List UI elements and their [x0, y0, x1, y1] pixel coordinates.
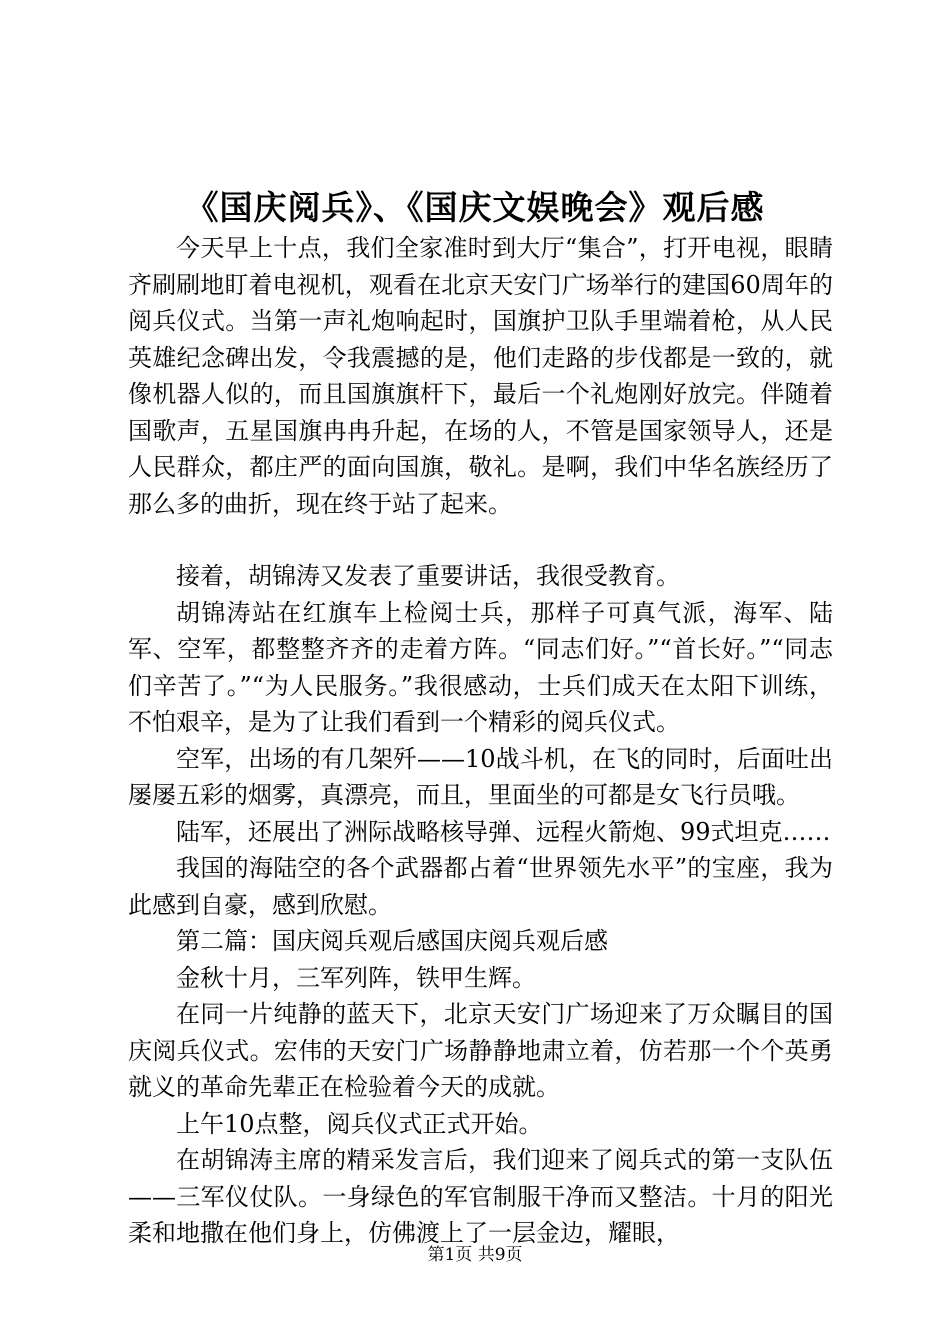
- paragraph: 接着，胡锦涛又发表了重要讲话，我很受教育。: [176, 562, 680, 590]
- document-body: [128, 230, 833, 1252]
- document-title: 《国庆阅兵》、《国庆文娱晚会》观后感: [185, 188, 765, 227]
- paragraph: 今天早上十点，我们全家准时到大厅“集合”，打开电视，眼睛齐刷刷地盯着电视机，观看在北京天安门广场举行的建国60周年的阅兵仪式。当第一声礼炮响起时，国旗护卫队手里端着枪，从人民英雄纪念碑出发，令我震撼的是，他们走路的步伐都是一致的，就像机器人似的，而且国旗旗杆下，最后一个礼炮刚好放完。伴随着国歌声，五星国旗冉冉升起，在场的人，不管是国家领导人，还是人民群众，都庄严的面向国旗，敬礼。是啊，我们中华名族经历了那么多的曲折，现在终于站了起来。: [128, 234, 833, 518]
- paragraph: 胡锦涛站在红旗车上检阅士兵，那样子可真气派，海军、陆军、空军，都整整齐齐的走着方阵。“同志们好。”“首长好。”“同志们辛苦了。”“为人民服务。”我很感动，士兵们成天在太阳下训练，不怕艰辛，是为了让我们看到一个精彩的阅兵仪式。: [128, 598, 833, 736]
- paragraph: 在胡锦涛主席的精采发言后，我们迎来了阅兵式的第一支队伍——三军仪仗队。一身绿色的军官制服干净而又整洁。十月的阳光柔和地撒在他们身上，仿佛渡上了一层金边，耀眼，: [128, 1146, 833, 1247]
- section-heading: 第二篇：国庆阅兵观后感国庆阅兵观后感: [176, 927, 608, 955]
- paragraph: 陆军，还展出了洲际战略核导弹、远程火箭炮、99式坦克……: [176, 817, 831, 846]
- paragraph: 空军，出场的有几架歼——10战斗机，在飞的同时，后面吐出屡屡五彩的烟雾，真漂亮，而且，里面坐的可都是女飞行员哦。: [128, 744, 833, 809]
- page-number: 第1页 共9页: [427, 1245, 523, 1265]
- paragraph: 在同一片纯静的蓝天下，北京天安门广场迎来了万众瞩目的国庆阅兵仪式。宏伟的天安门广场静静地肃立着，仿若那一个个英勇就义的革命先辈正在检验着今天的成就。: [128, 1000, 833, 1101]
- paragraph: 我国的海陆空的各个武器都占着“世界领先水平”的宝座，我为此感到自豪，感到欣慰。: [128, 854, 833, 919]
- paragraph: 金秋十月，三军列阵，铁甲生辉。: [176, 963, 536, 992]
- paragraph: 上午10点整，阅兵仪式正式开始。: [176, 1109, 543, 1138]
